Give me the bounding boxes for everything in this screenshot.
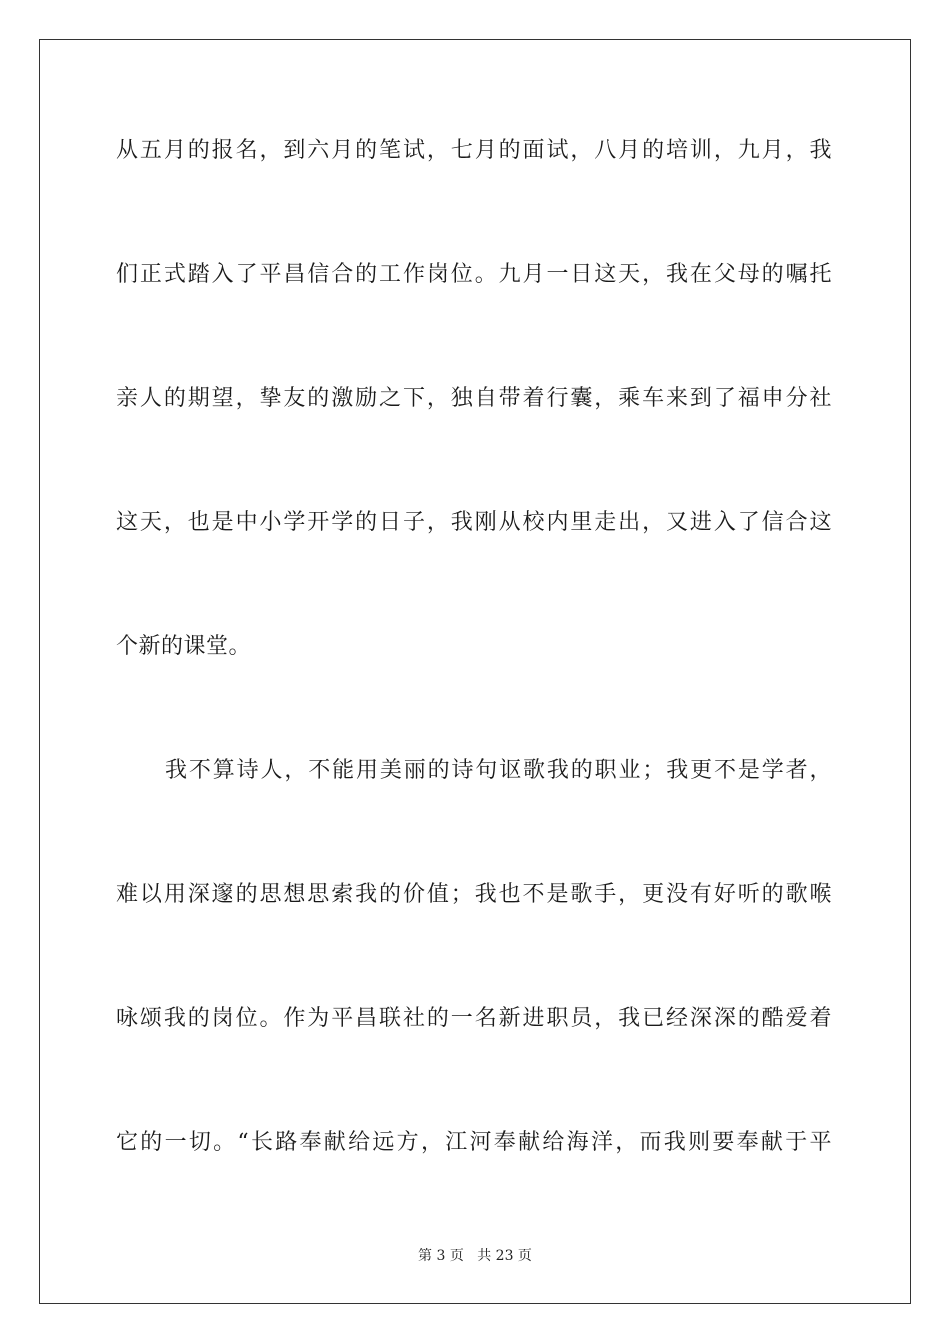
- body-text-line: 亲人的期望，挚友的激励之下，独自带着行囊，乘车来到了福申分社: [116, 386, 832, 411]
- body-text-line: 们正式踏入了平昌信合的工作岗位。九月一日这天，我在父母的嘱托: [116, 262, 832, 287]
- body-text-line: 咏颂我的岗位。作为平昌联社的一名新进职员，我已经深深的酷爱着: [116, 1006, 832, 1031]
- page-border: [39, 39, 911, 1304]
- page-total: 共 23 页: [477, 1248, 532, 1264]
- page-footer: [0, 1247, 950, 1265]
- body-text-line: 它的一切。“长路奉献给远方，江河奉献给海洋，而我则要奉献于平: [116, 1130, 832, 1155]
- body-text-line: 个新的课堂。: [116, 634, 252, 659]
- body-text-line: 从五月的报名，到六月的笔试，七月的面试，八月的培训，九月，我: [116, 138, 832, 163]
- body-text-line: 这天，也是中小学开学的日子，我刚从校内里走出，又进入了信合这: [116, 510, 832, 535]
- page-number: 第 3 页: [418, 1248, 464, 1264]
- body-text-line: 难以用深邃的思想思索我的价值；我也不是歌手，更没有好听的歌喉: [116, 882, 832, 907]
- body-text-line: 我不算诗人，不能用美丽的诗句讴歌我的职业；我更不是学者，: [165, 758, 832, 783]
